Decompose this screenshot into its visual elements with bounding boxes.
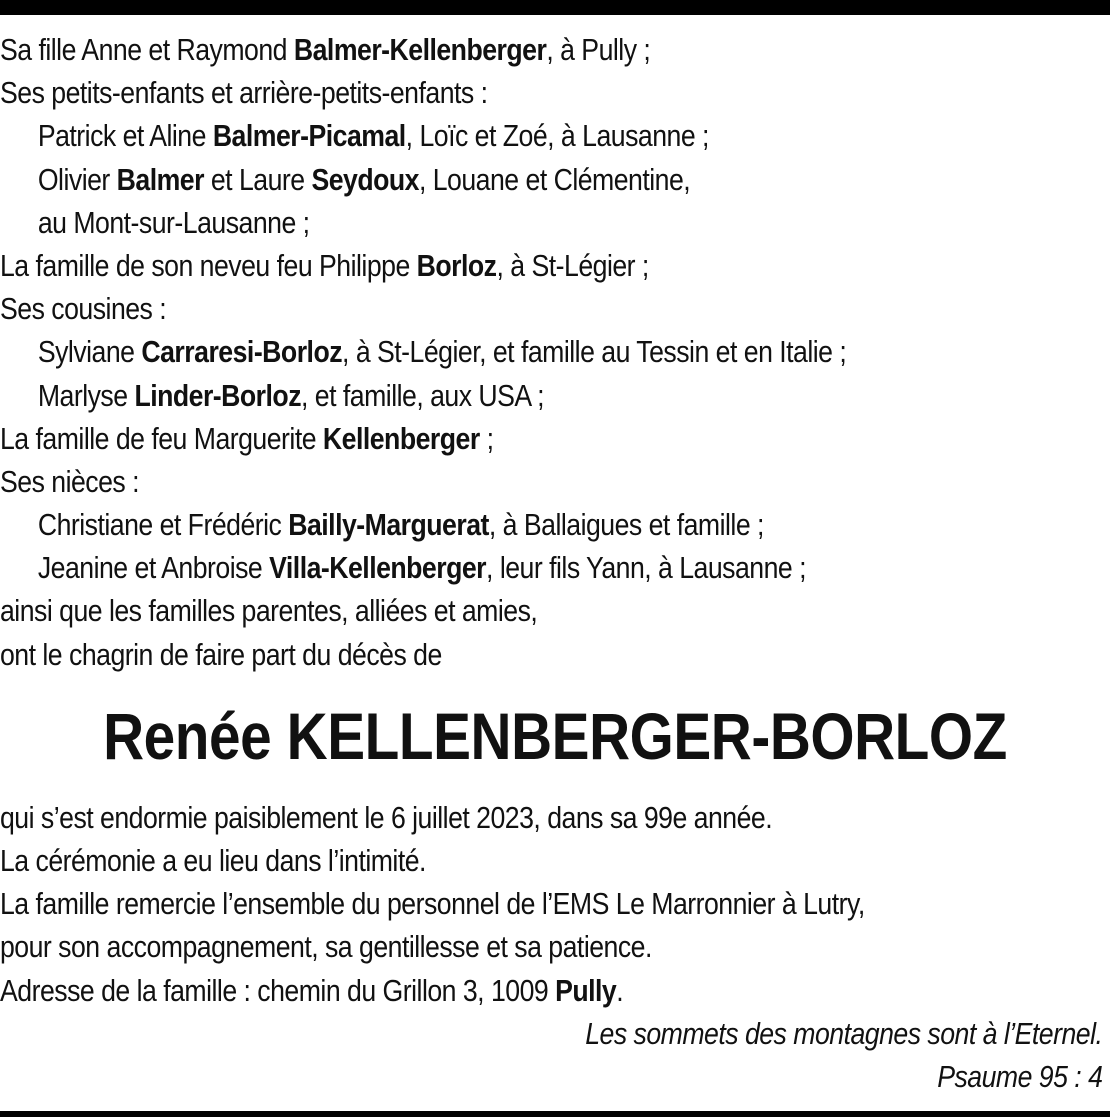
family-line: Sylviane Carraresi-Borloz, à St-Légier, et famille au Tessin et en Italie ; — [37, 334, 847, 370]
closing-line: La cérémonie a eu lieu dans l’intimité. — [0, 843, 426, 878]
bible-verse — [585, 1012, 1102, 1098]
family-line: Ses nièces : — [0, 463, 140, 499]
deceased-name: Renée KELLENBERGER-BORLOZ — [103, 698, 1007, 773]
family-line: Jeanine et Anbroise Villa-Kellenberger, leur fils Yann, à Lausanne ; — [37, 550, 807, 586]
family-line: Ses cousines : — [0, 291, 167, 327]
family-line: ont le chagrin de faire part du décès de — [0, 636, 442, 672]
bottom-border — [0, 1111, 1110, 1117]
family-line: La famille de feu Marguerite Kellenberger ; — [0, 420, 494, 456]
closing-line: qui s’est endormie paisiblement le 6 juillet 2023, dans sa 99e année. — [0, 799, 773, 835]
family-line: Christiane et Frédéric Bailly-Marguerat, à Ballaigues et famille ; — [37, 507, 764, 543]
family-line: La famille de son neveu feu Philippe Borloz, à St-Légier ; — [0, 247, 649, 283]
family-line: Sa fille Anne et Raymond Balmer-Kellenberger, à Pully ; — [0, 32, 651, 67]
verse-reference: Psaume 95 : 4 — [936, 1059, 1102, 1094]
family-line: Ses petits-enfants et arrière-petits-enfants : — [0, 75, 488, 111]
family-line: au Mont-sur-Lausanne ; — [37, 204, 310, 240]
obituary-notice — [0, 28, 1110, 1012]
closing-line: La famille remercie l’ensemble du personnel de l’EMS Le Marronnier à Lutry, — [0, 886, 865, 922]
family-line: Patrick et Aline Balmer-Picamal, Loïc et Zoé, à Lausanne ; — [37, 118, 709, 154]
family-line: ainsi que les familles parentes, alliées et amies, — [0, 593, 538, 629]
closing-line: Adresse de la famille : chemin du Grillon 3, 1009 Pully. — [0, 972, 624, 1008]
closing-line: pour son accompagnement, sa gentillesse et sa patience. — [0, 929, 652, 965]
top-border — [0, 0, 1110, 15]
verse-text: Les sommets des montagnes sont à l’Eternel. — [584, 1016, 1102, 1051]
family-line: Marlyse Linder-Borloz, et famille, aux USA ; — [37, 377, 545, 413]
family-line: Olivier Balmer et Laure Seydoux, Louane et Clémentine, — [37, 161, 691, 197]
